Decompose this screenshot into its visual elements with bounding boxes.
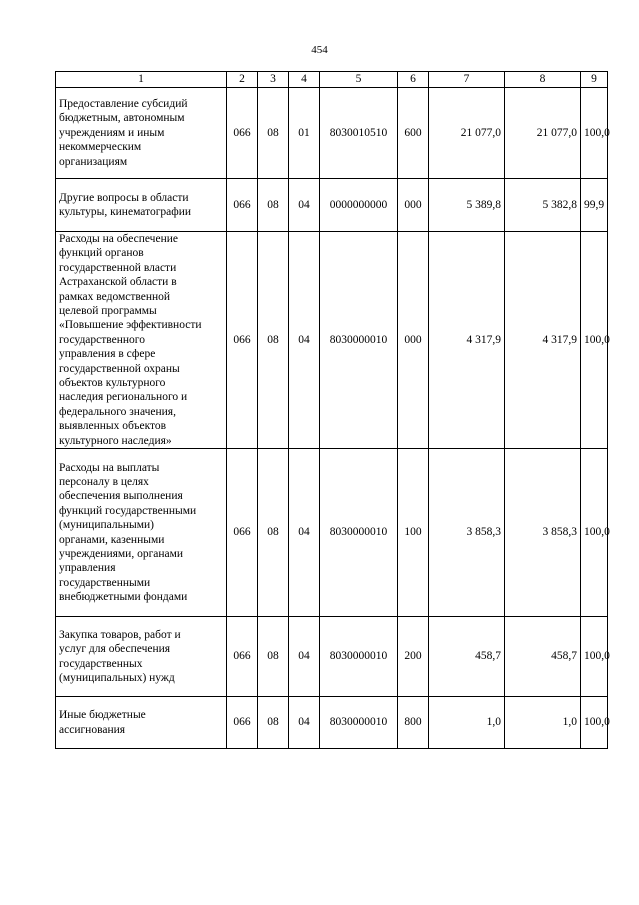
- cell-c8: 1,0: [505, 697, 581, 749]
- description-line: наследия регионального и: [59, 391, 188, 404]
- cell-c3: 08: [258, 179, 289, 232]
- header-row: [56, 72, 608, 88]
- table-row: [56, 88, 608, 179]
- cell-c5: 0000000000: [320, 179, 398, 232]
- header-cell-4: 4: [289, 72, 320, 88]
- cell-c7: 21 077,0: [429, 88, 505, 179]
- header-cell-3: 3: [258, 72, 289, 88]
- cell-c7: 458,7: [429, 617, 505, 697]
- description-line: (муниципальных) нужд: [59, 672, 175, 684]
- cell-c9: 100,0: [581, 449, 608, 617]
- description-line: Расходы на обеспечение: [59, 233, 178, 245]
- page-number: 454: [311, 44, 328, 56]
- cell-c4: 04: [289, 617, 320, 697]
- cell-c7: 1,0: [429, 697, 505, 749]
- cell-c3: 08: [258, 617, 289, 697]
- description-line: некоммерческим: [59, 141, 142, 154]
- description-line: Предоставление субсидий: [59, 97, 188, 110]
- description-line: (муниципальными): [59, 519, 154, 532]
- cell-c6: 600: [398, 88, 429, 179]
- header-cell-7: 7: [429, 72, 505, 88]
- cell-c4: 04: [289, 232, 320, 449]
- row-description: [56, 179, 227, 232]
- description-line: государственных: [59, 657, 143, 670]
- description-line: обеспечения выполнения: [59, 490, 183, 503]
- cell-c8: 3 858,3: [505, 449, 581, 617]
- row-description: [56, 232, 227, 449]
- cell-c2: 066: [227, 232, 258, 449]
- cell-c3: 08: [258, 449, 289, 617]
- description-line: персоналу в целях: [59, 475, 149, 488]
- cell-c9: 99,9: [581, 179, 608, 232]
- description-line: учреждениям и иным: [59, 126, 165, 139]
- row-description: [56, 88, 227, 179]
- description-line: Астраханской области в: [59, 276, 177, 289]
- cell-c4: 01: [289, 88, 320, 179]
- description-line: Расходы на выплаты: [59, 461, 160, 474]
- table-row: [56, 617, 608, 697]
- description-line: выявленных объектов: [59, 420, 167, 433]
- description-line: рамках ведомственной: [59, 290, 171, 303]
- cell-c5: 8030000010: [320, 449, 398, 617]
- description-line: Закупка товаров, работ и: [59, 628, 181, 641]
- cell-c7: 3 858,3: [429, 449, 505, 617]
- table-row: [56, 232, 608, 449]
- row-description: [56, 697, 227, 749]
- description-line: федерального значения,: [59, 405, 176, 418]
- header-cell-6: 6: [398, 72, 429, 88]
- description-line: культуры, кинематографии: [59, 206, 192, 218]
- cell-c2: 066: [227, 449, 258, 617]
- description-line: функций органов: [59, 247, 144, 260]
- description-line: внебюджетными фондами: [59, 591, 188, 604]
- description-line: государственной власти: [59, 261, 177, 274]
- cell-c9: 100,0: [581, 697, 608, 749]
- description-line: Другие вопросы в области: [59, 191, 189, 204]
- description-line: «Повышение эффективности: [59, 319, 202, 332]
- cell-c4: 04: [289, 179, 320, 232]
- description-line: функций государственными: [59, 504, 197, 517]
- header-cell-1: 1: [56, 72, 227, 88]
- cell-c2: 066: [227, 88, 258, 179]
- header-cell-2: 2: [227, 72, 258, 88]
- description-line: культурного наследия»: [59, 434, 172, 447]
- cell-c6: 000: [398, 232, 429, 449]
- description-line: бюджетным, автономным: [59, 112, 185, 125]
- row-description: [56, 449, 227, 617]
- cell-c4: 04: [289, 697, 320, 749]
- cell-c5: 8030000010: [320, 697, 398, 749]
- cell-c2: 066: [227, 179, 258, 232]
- cell-c9: 100,0: [581, 232, 608, 449]
- cell-c9: 100,0: [581, 88, 608, 179]
- description-line: государственными: [59, 576, 151, 589]
- cell-c3: 08: [258, 232, 289, 449]
- header-cell-5: 5: [320, 72, 398, 88]
- description-line: управления в сфере: [59, 348, 156, 361]
- cell-c3: 08: [258, 88, 289, 179]
- cell-c7: 5 389,8: [429, 179, 505, 232]
- description-line: органами, казенными: [59, 533, 165, 546]
- cell-c2: 066: [227, 697, 258, 749]
- cell-c5: 8030000010: [320, 617, 398, 697]
- row-description: [56, 617, 227, 697]
- description-line: ассигнования: [59, 723, 126, 736]
- cell-c8: 21 077,0: [505, 88, 581, 179]
- cell-c6: 200: [398, 617, 429, 697]
- cell-c6: 800: [398, 697, 429, 749]
- description-line: целевой программы: [59, 305, 157, 318]
- description-line: управления: [59, 562, 116, 575]
- cell-c4: 04: [289, 449, 320, 617]
- table-body: [56, 88, 608, 749]
- cell-c8: 4 317,9: [505, 232, 581, 449]
- description-line: Иные бюджетные: [59, 709, 146, 722]
- header-cell-8: 8: [505, 72, 581, 88]
- description-line: государственной охраны: [59, 362, 180, 375]
- cell-c7: 4 317,9: [429, 232, 505, 449]
- description-line: объектов культурного: [59, 377, 166, 390]
- cell-c8: 5 382,8: [505, 179, 581, 232]
- table-row: [56, 179, 608, 232]
- cell-c5: 8030010510: [320, 88, 398, 179]
- cell-c9: 100,0: [581, 617, 608, 697]
- description-line: организациям: [59, 155, 128, 168]
- cell-c6: 000: [398, 179, 429, 232]
- description-line: учреждениями, органами: [59, 548, 184, 560]
- cell-c8: 458,7: [505, 617, 581, 697]
- table-row: [56, 697, 608, 749]
- cell-c2: 066: [227, 617, 258, 697]
- description-line: государственного: [59, 333, 145, 346]
- table-row: [56, 449, 608, 617]
- cell-c3: 08: [258, 697, 289, 749]
- description-line: услуг для обеспечения: [59, 643, 171, 656]
- cell-c6: 100: [398, 449, 429, 617]
- cell-c5: 8030000010: [320, 232, 398, 449]
- budget-table: [55, 71, 608, 749]
- header-cell-9: 9: [581, 72, 608, 88]
